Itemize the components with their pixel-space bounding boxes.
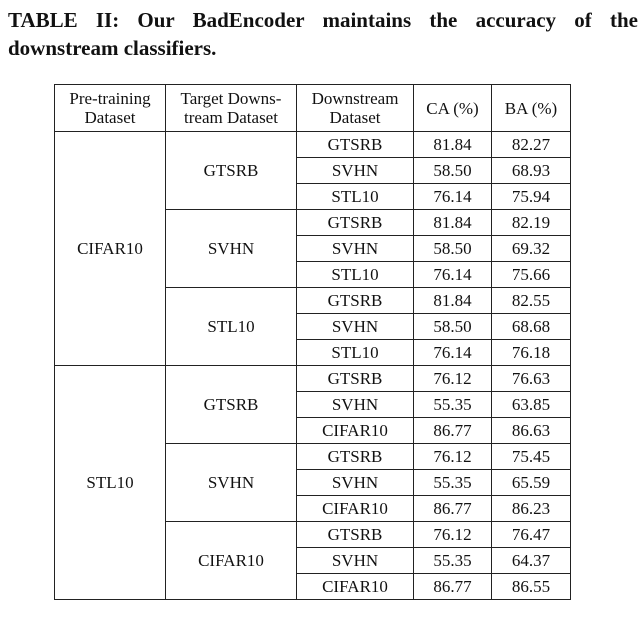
ba-cell: 76.63 xyxy=(492,366,571,392)
ca-cell: 86.77 xyxy=(414,574,492,600)
pretraining-dataset-cell: CIFAR10 xyxy=(55,132,166,366)
target-dataset-cell: SVHN xyxy=(166,210,297,288)
ca-cell: 58.50 xyxy=(414,314,492,340)
downstream-dataset-cell: STL10 xyxy=(297,184,414,210)
ba-cell: 76.18 xyxy=(492,340,571,366)
ba-cell: 82.27 xyxy=(492,132,571,158)
ba-cell: 86.23 xyxy=(492,496,571,522)
ba-cell: 63.85 xyxy=(492,392,571,418)
ca-cell: 81.84 xyxy=(414,132,492,158)
table-caption: TABLE II: Our BadEncoder maintains the accuracy of the downstream classifiers. xyxy=(8,8,638,60)
table-row xyxy=(55,366,571,392)
ba-cell: 82.55 xyxy=(492,288,571,314)
ca-cell: 81.84 xyxy=(414,288,492,314)
ba-cell: 82.19 xyxy=(492,210,571,236)
ba-cell: 75.66 xyxy=(492,262,571,288)
ba-cell: 68.93 xyxy=(492,158,571,184)
header-ca: CA (%) xyxy=(414,85,492,132)
ba-cell: 69.32 xyxy=(492,236,571,262)
target-dataset-cell: CIFAR10 xyxy=(166,522,297,600)
ca-cell: 76.14 xyxy=(414,184,492,210)
ba-cell: 75.45 xyxy=(492,444,571,470)
ca-cell: 55.35 xyxy=(414,470,492,496)
ba-cell: 86.55 xyxy=(492,574,571,600)
ca-cell: 58.50 xyxy=(414,158,492,184)
table-body xyxy=(55,132,571,600)
downstream-dataset-cell: CIFAR10 xyxy=(297,496,414,522)
header-ba: BA (%) xyxy=(492,85,571,132)
ba-cell: 65.59 xyxy=(492,470,571,496)
target-dataset-cell: GTSRB xyxy=(166,132,297,210)
downstream-dataset-cell: CIFAR10 xyxy=(297,418,414,444)
target-dataset-cell: SVHN xyxy=(166,444,297,522)
downstream-dataset-cell: GTSRB xyxy=(297,210,414,236)
ca-cell: 76.12 xyxy=(414,444,492,470)
downstream-dataset-cell: SVHN xyxy=(297,548,414,574)
downstream-dataset-cell: GTSRB xyxy=(297,288,414,314)
ba-cell: 76.47 xyxy=(492,522,571,548)
downstream-dataset-cell: GTSRB xyxy=(297,522,414,548)
downstream-dataset-cell: GTSRB xyxy=(297,366,414,392)
ca-cell: 86.77 xyxy=(414,496,492,522)
ca-cell: 55.35 xyxy=(414,548,492,574)
downstream-dataset-cell: CIFAR10 xyxy=(297,574,414,600)
ca-cell: 55.35 xyxy=(414,392,492,418)
ca-cell: 76.12 xyxy=(414,366,492,392)
downstream-dataset-cell: SVHN xyxy=(297,236,414,262)
pretraining-dataset-cell: STL10 xyxy=(55,366,166,600)
downstream-dataset-cell: SVHN xyxy=(297,470,414,496)
table-row xyxy=(55,132,571,158)
header-row xyxy=(55,85,571,132)
target-dataset-cell: GTSRB xyxy=(166,366,297,444)
downstream-dataset-cell: GTSRB xyxy=(297,132,414,158)
downstream-dataset-cell: GTSRB xyxy=(297,444,414,470)
ba-cell: 75.94 xyxy=(492,184,571,210)
header-target-downstream-dataset: Target Downs- tream Dataset xyxy=(166,85,297,132)
ca-cell: 86.77 xyxy=(414,418,492,444)
downstream-dataset-cell: STL10 xyxy=(297,262,414,288)
ca-cell: 58.50 xyxy=(414,236,492,262)
downstream-dataset-cell: SVHN xyxy=(297,158,414,184)
ca-cell: 76.14 xyxy=(414,340,492,366)
ca-cell: 81.84 xyxy=(414,210,492,236)
downstream-dataset-cell: STL10 xyxy=(297,340,414,366)
ba-cell: 86.63 xyxy=(492,418,571,444)
downstream-dataset-cell: SVHN xyxy=(297,392,414,418)
downstream-dataset-cell: SVHN xyxy=(297,314,414,340)
header-pretraining-dataset: Pre-training Dataset xyxy=(55,85,166,132)
results-table xyxy=(54,84,571,600)
ba-cell: 64.37 xyxy=(492,548,571,574)
header-downstream-dataset: Downstream Dataset xyxy=(297,85,414,132)
ba-cell: 68.68 xyxy=(492,314,571,340)
ca-cell: 76.14 xyxy=(414,262,492,288)
target-dataset-cell: STL10 xyxy=(166,288,297,366)
ca-cell: 76.12 xyxy=(414,522,492,548)
